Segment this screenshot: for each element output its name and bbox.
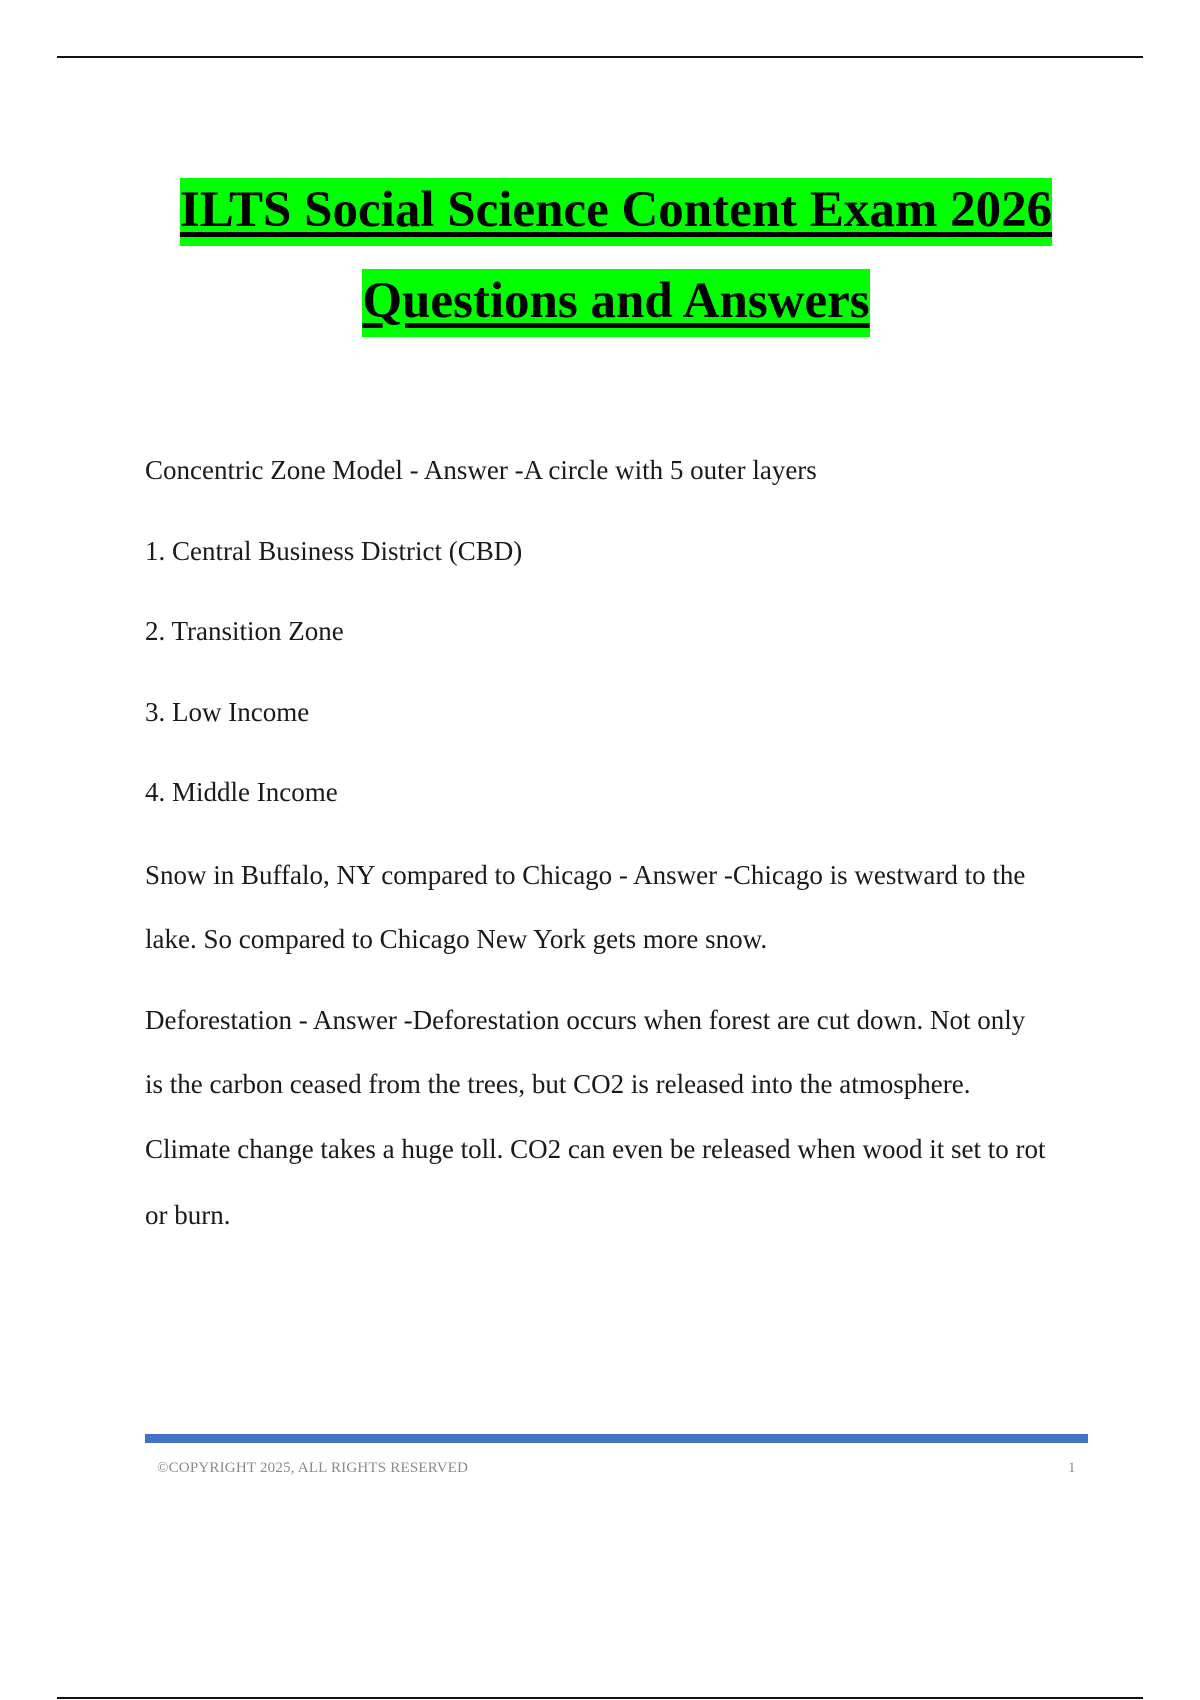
list-item-transition-zone: 2. Transition Zone <box>145 616 344 646</box>
entry-snow-buffalo-line-1: Snow in Buffalo, NY compared to Chicago - Answer -Chicago is westward to the <box>145 860 1026 890</box>
top-rule <box>57 56 1143 58</box>
entry-concentric-zone-model: Concentric Zone Model - Answer -A circle with 5 outer layers <box>145 455 817 485</box>
title-line-2: Questions and Answers <box>362 269 869 337</box>
entry-snow-buffalo-line-2: lake. So compared to Chicago New York gets more snow. <box>145 924 768 954</box>
list-item-low-income: 3. Low Income <box>145 697 310 727</box>
title-line-1: ILTS Social Science Content Exam 2026 <box>180 178 1052 246</box>
entry-deforestation-line-2: is the carbon ceased from the trees, but CO2 is released into the atmosphere. <box>145 1069 971 1099</box>
bottom-rule <box>57 1697 1143 1699</box>
list-item-middle-income: 4. Middle Income <box>145 777 338 807</box>
footer-copyright: ©COPYRIGHT 2025, ALL RIGHTS RESERVED <box>157 1460 469 1476</box>
page-number: 1 <box>1068 1460 1076 1476</box>
list-item-cbd: 1. Central Business District (CBD) <box>145 536 523 566</box>
document-title <box>0 178 1200 360</box>
entry-deforestation-line-4: or burn. <box>145 1200 231 1230</box>
entry-deforestation-line-1: Deforestation - Answer -Deforestation occurs when forest are cut down. Not only <box>145 1005 1026 1035</box>
footer-bar <box>145 1434 1088 1443</box>
entry-deforestation-line-3: Climate change takes a huge toll. CO2 can even be released when wood it set to rot <box>145 1134 1046 1164</box>
